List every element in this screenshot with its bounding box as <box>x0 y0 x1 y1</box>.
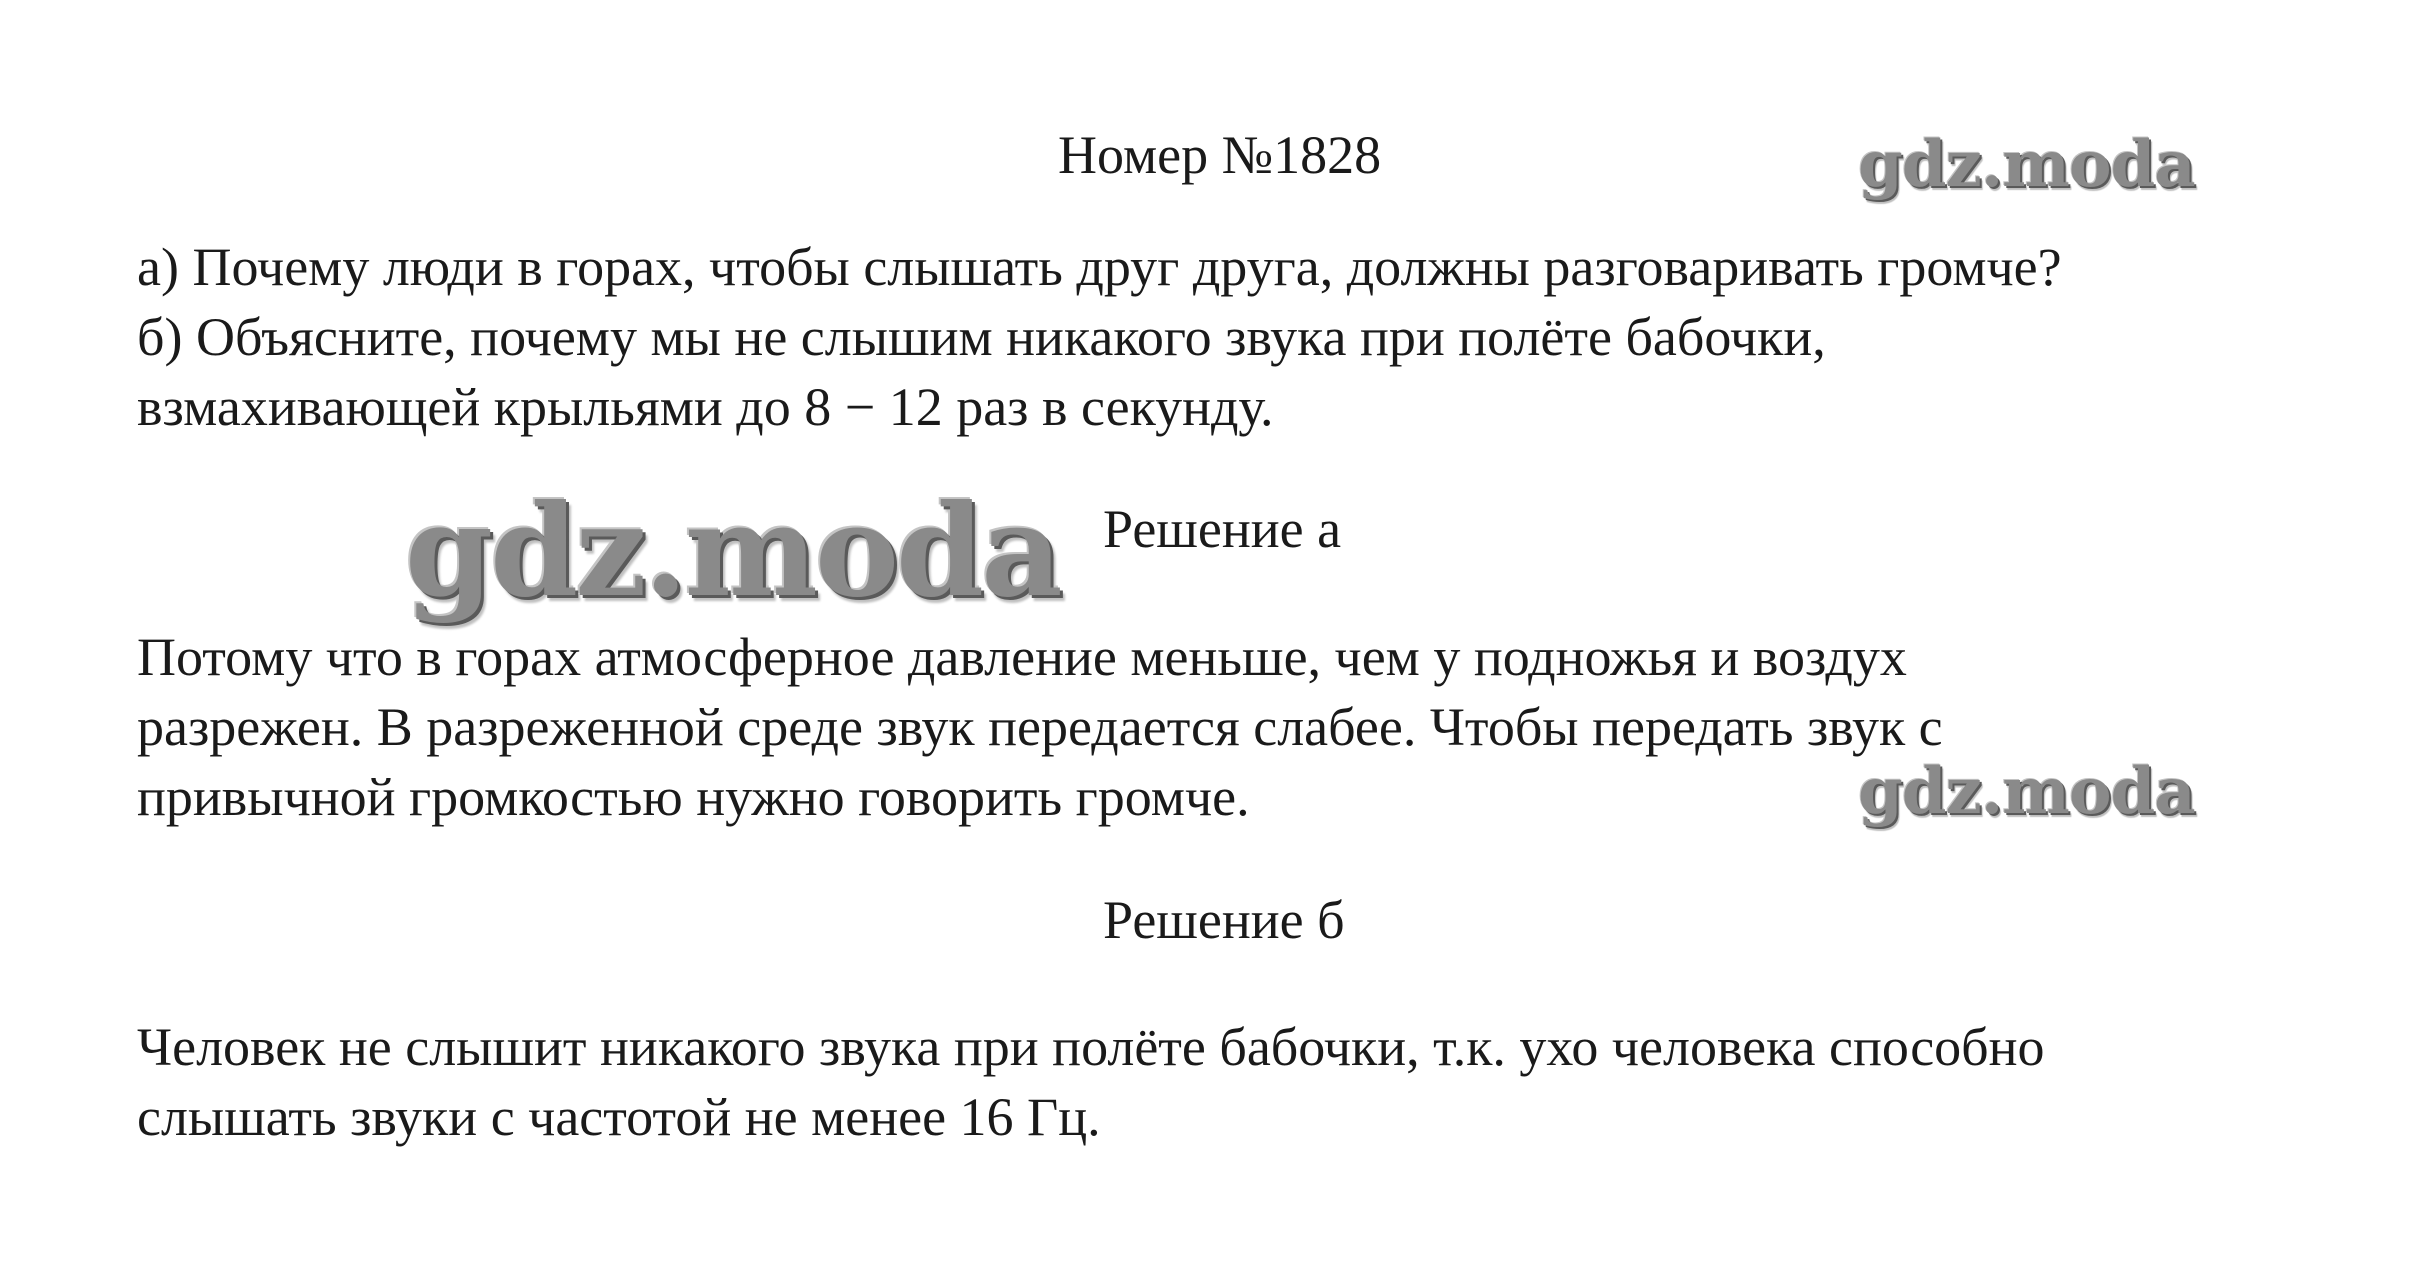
watermark-logo-bottom: gdz.moda <box>1858 754 2195 829</box>
page-title: Номер №1828 <box>1058 125 1382 185</box>
watermark-logo-middle: gdz.moda <box>405 477 1060 625</box>
solution-b-heading: Решение б <box>1103 890 1345 950</box>
solution-a-line-1: Потому что в горах атмосферное давление меньше, чем у подножья и воздух <box>137 627 1907 687</box>
solution-a-line-2: разрежен. В разреженной среде звук передается слабее. Чтобы передать звук с <box>137 697 1943 757</box>
question-line-b: б) Объясните, почему мы не слышим никакого звука при полёте бабочки, <box>137 307 1826 367</box>
solution-b-line-2: слышать звуки с частотой не менее 16 Гц. <box>137 1087 1101 1147</box>
question-line-a: а) Почему люди в горах, чтобы слышать друг друга, должны разговаривать громче? <box>137 237 2062 297</box>
solution-a-line-3: привычной громкостью нужно говорить громче. <box>137 767 1250 827</box>
question-line-b-continued: взмахивающей крыльями до 8 − 12 раз в секунду. <box>137 377 1274 437</box>
solution-a-heading: Решение а <box>1103 499 1342 559</box>
solution-b-line-1: Человек не слышит никакого звука при полёте бабочки, т.к. ухо человека способно <box>137 1017 2045 1077</box>
watermark-logo-top: gdz.moda <box>1858 127 2195 202</box>
